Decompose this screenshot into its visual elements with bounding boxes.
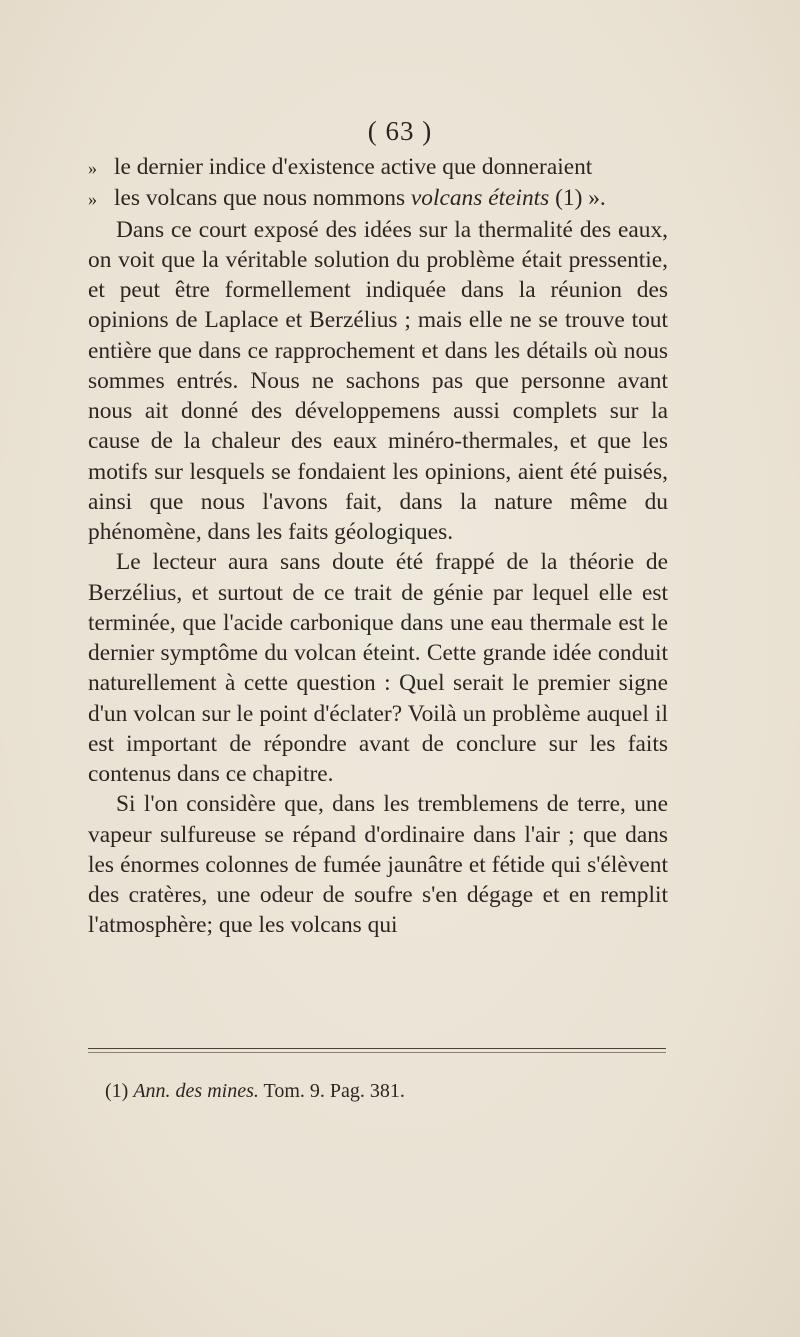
quote-line-2 <box>88 183 668 214</box>
paragraph: Si l'on considère que, dans les tremblemens de terre, une vapeur sulfureuse se répand d'ordinaire dans l'air ; que dans les énormes colonnes de fumée jaunâtre et fétide qui s'élèvent des cratères, une odeur de soufre s'en dégage et en remplit l'atmosphère; que les volcans qui <box>88 791 668 939</box>
paragraph: Le lecteur aura sans doute été frappé de la théorie de Berzélius, et surtout de ce trait de génie par lequel elle est terminée, que l'acide carbonique dans une eau thermale est le dernier symptôme du volcan éteint. Cette grande idée conduit naturellement à cette question : Quel serait le premier signe d'un volcan sur le point d'éclater? Voilà un problème auquel il est important de répondre avant de conclure sur les faits contenus dans ce chapitre. <box>88 549 668 787</box>
quote-line-1-text: le dernier indice d'existence active que donneraient <box>114 154 593 180</box>
footnote-reference: Tom. 9. Pag. 381. <box>258 1080 405 1102</box>
quote-line-2-text: les volcans que nous nommons <box>114 185 411 212</box>
quote-mark: » <box>88 158 97 178</box>
footnote-rule-thin <box>88 1052 666 1053</box>
body-text <box>88 152 668 941</box>
footnote-marker: (1) <box>105 1080 129 1102</box>
quote-line-1 <box>88 152 668 183</box>
quote-line-2-italic: volcans éteints <box>410 185 550 212</box>
footnote-rule <box>88 1048 666 1049</box>
footnote-source: Ann. des mines. <box>133 1080 259 1102</box>
footnote <box>105 1080 405 1103</box>
quote-mark: » <box>88 189 97 210</box>
quoted-passage <box>88 152 668 215</box>
page-number: ( 63 ) <box>367 116 433 146</box>
quote-line-2-end: (1) ». <box>549 185 606 212</box>
paragraph: Dans ce court exposé des idées sur la thermalité des eaux, on voit que la véritable solution du problème était pressentie, et peut être formellement indiquée dans la réunion des opinions de Laplace et Berzélius ; mais elle ne se trouve tout entière que dans ce rapprochement et dans les détails où nous sommes entrés. Nous ne sachons pas que personne avant nous ait donné des développemens aussi complets sur la cause de la chaleur des eaux minéro-thermales, et que les motifs sur lesquels se fondaient les opinions, aient été puisés, ainsi que nous l'avons fait, dans la nature même du phénomène, dans les faits géologiques. <box>88 216 668 545</box>
